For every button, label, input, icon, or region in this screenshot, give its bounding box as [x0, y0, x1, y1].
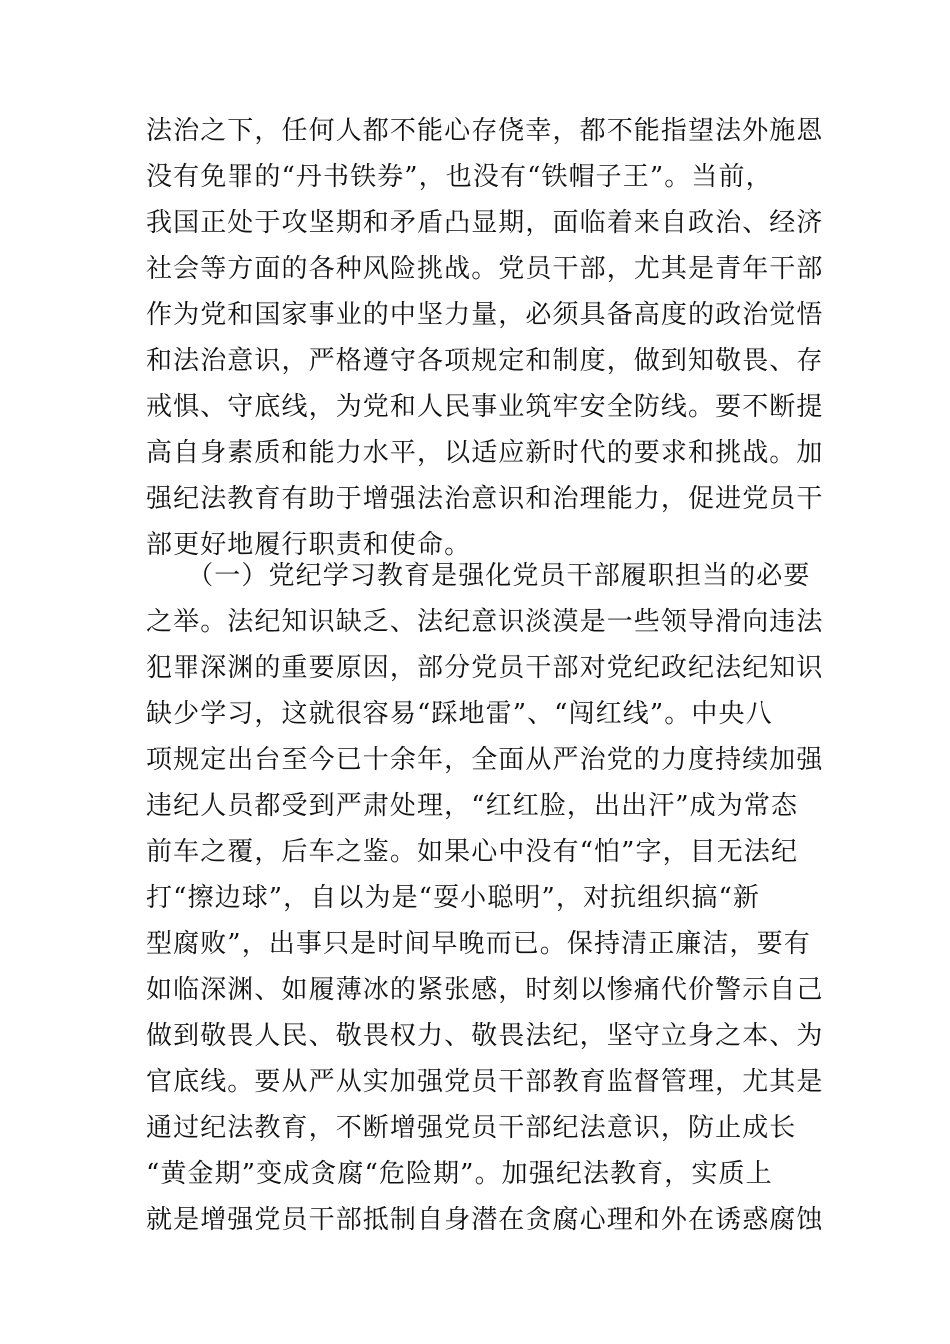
text-line: 法治之下，任何人都不能心存侥幸，都不能指望法外施恩	[146, 116, 824, 146]
text-line: 没有免罪的“丹书铁券”，也没有“铁帽子王”。当前，	[146, 162, 773, 192]
text-line: 就是增强党员干部抵制自身潜在贪腐心理和外在诱惑腐蚀	[146, 1205, 824, 1235]
text-line: 戒惧、守底线，为党和人民事业筑牢安全防线。要不断提	[146, 392, 824, 422]
text-line: 缺少学习，这就很容易“踩地雷”、“闯红线”。中央八	[146, 699, 773, 729]
text-line: 项规定出台至今已十余年，全面从严治党的力度持续加强	[146, 745, 824, 775]
text-line: 型腐败”，出事只是时间早晚而已。保持清正廉洁，要有	[146, 929, 811, 959]
text-line: 犯罪深渊的重要原因，部分党员干部对党纪政纪法纪知识	[146, 653, 824, 683]
paragraph-section-one	[146, 553, 824, 1243]
text-line: 部更好地履行职责和使命。	[146, 530, 472, 560]
paragraph-intro	[146, 108, 824, 568]
text-line: 之举。法纪知识缺乏、法纪意识淡漠是一些领导滑向违法	[146, 607, 824, 637]
text-line: 做到敬畏人民、敬畏权力、敬畏法纪，坚守立身之本、为	[146, 1021, 824, 1051]
text-line: 如临深渊、如履薄冰的紧张感，时刻以惨痛代价警示自己	[146, 975, 824, 1005]
text-line: 违纪人员都受到严肃处理，“红红脸，出出汗”成为常态	[146, 791, 799, 821]
section-heading-line: （一）党纪学习教育是强化党员干部履职担当的必要	[146, 561, 811, 591]
text-line: 官底线。要从严从实加强党员干部教育监督管理，尤其是	[146, 1067, 824, 1097]
text-line: “黄金期”变成贪腐“危险期”。加强纪法教育，实质上	[146, 1159, 773, 1189]
text-line: 前车之覆，后车之鉴。如果心中没有“怕”字，目无法纪	[146, 837, 799, 867]
text-line: 社会等方面的各种风险挑战。党员干部，尤其是青年干部	[146, 254, 824, 284]
text-line: 作为党和国家事业的中坚力量，必须具备高度的政治觉悟	[146, 300, 824, 330]
text-line: 高自身素质和能力水平，以适应新时代的要求和挑战。加	[146, 438, 824, 468]
text-line: 强纪法教育有助于增强法治意识和治理能力，促进党员干	[146, 484, 824, 514]
text-line: 打“擦边球”，自以为是“耍小聪明”，对抗组织搞“新	[146, 883, 760, 913]
text-line: 通过纪法教育，不断增强党员干部纪法意识，防止成长	[146, 1113, 797, 1143]
text-line: 和法治意识，严格遵守各项规定和制度，做到知敬畏、存	[146, 346, 824, 376]
text-line: 我国正处于攻坚期和矛盾凸显期，面临着来自政治、经济	[146, 208, 824, 238]
